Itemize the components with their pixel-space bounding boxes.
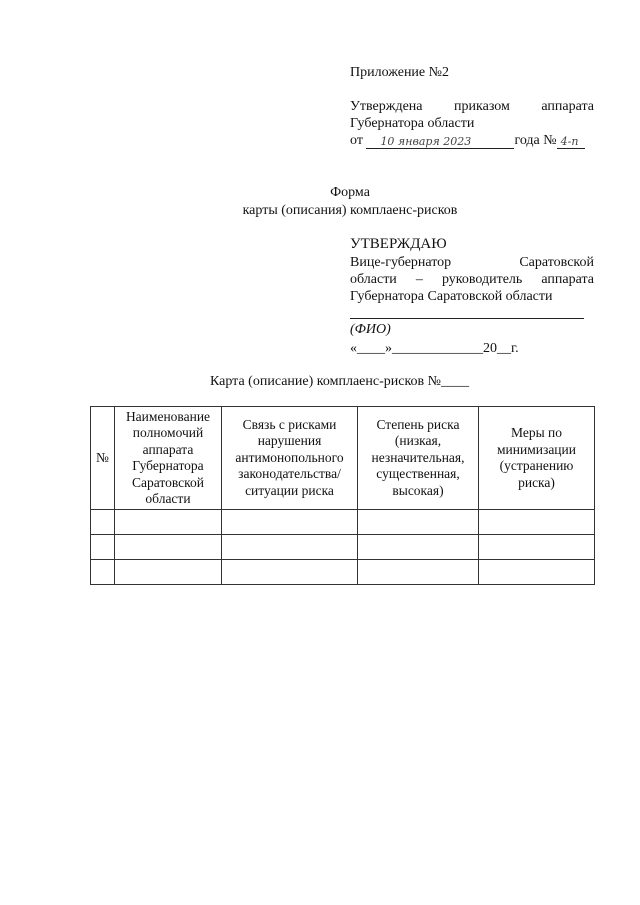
approve-word: аппарата: [541, 272, 594, 287]
form-subtitle: карты (описания) комплаенс-рисков: [242, 203, 458, 218]
table-cell: [358, 535, 479, 560]
header-measures: Меры по минимизации (устранению риска): [479, 407, 595, 510]
approve-date-line: «____»_____________20__г.: [350, 341, 519, 356]
header-risk-degree: Степень риска (низкая, незначительная, существенная, высокая): [358, 407, 479, 510]
form-title: Форма: [330, 185, 370, 200]
table-cell: [222, 560, 358, 585]
approve-heading: УТВЕРЖДАЮ: [350, 236, 447, 252]
approve-word: Вице-губернатор: [350, 255, 452, 270]
table-cell: [115, 510, 222, 535]
fio-label: (ФИО): [350, 322, 391, 337]
table-cell: [479, 535, 595, 560]
approve-word: области: [350, 272, 397, 287]
table-cell: [115, 560, 222, 585]
date-field: [366, 133, 514, 149]
approval-date-line: [350, 132, 585, 149]
approve-line-3: Губернатора Саратовской области: [350, 289, 553, 304]
approval-line-2: Губернатора области: [350, 116, 475, 131]
approval-word: приказом: [454, 99, 510, 114]
annex-label: Приложение №2: [350, 65, 449, 80]
table-cell: [358, 510, 479, 535]
table-cell: [222, 535, 358, 560]
number-field: [557, 133, 585, 149]
approval-line-1: [350, 98, 594, 115]
approve-line-1: [350, 254, 594, 271]
table-header-row: [91, 407, 595, 510]
table-cell: [358, 560, 479, 585]
table-cell: [91, 560, 115, 585]
approval-word: аппарата: [541, 99, 594, 114]
table-row: [91, 560, 595, 585]
header-number: №: [91, 407, 115, 510]
risk-table: [90, 406, 595, 585]
card-title: Карта (описание) комплаенс-рисков №____: [210, 374, 470, 389]
table-row: [91, 510, 595, 535]
from-label: от: [350, 133, 363, 148]
table-cell: [479, 510, 595, 535]
table-cell: [115, 535, 222, 560]
table-row: [91, 535, 595, 560]
table-cell: [479, 560, 595, 585]
handwritten-number: 4-п: [560, 135, 579, 148]
table-cell: [91, 510, 115, 535]
approve-word: руководитель: [441, 272, 523, 287]
header-risk-link: Связь с рисками нарушения антимонопольного законодательства/ ситуации риска: [222, 407, 358, 510]
approve-line-2: [350, 271, 594, 288]
approve-word: Саратовской: [519, 255, 594, 270]
approve-word: –: [415, 272, 423, 287]
table-cell: [91, 535, 115, 560]
table-cell: [222, 510, 358, 535]
approval-word: Утверждена: [350, 99, 423, 114]
header-powers: Наименование полномочий аппарата Губернатора Саратовской области: [115, 407, 222, 510]
handwritten-date: 10 января 2023: [380, 135, 472, 148]
year-label: года №: [514, 133, 557, 148]
signature-line: [350, 318, 584, 319]
